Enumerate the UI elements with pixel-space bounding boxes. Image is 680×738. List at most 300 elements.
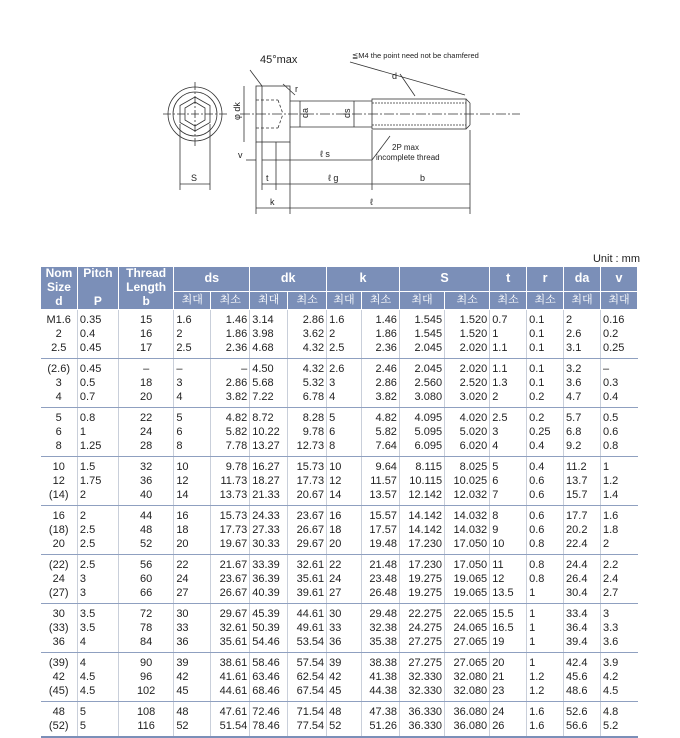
cell-value: 4.5 (602, 685, 619, 697)
cell-r (527, 604, 564, 653)
cell-value: 15.5 (492, 608, 514, 620)
cell-b (118, 604, 173, 653)
cell-value: 24 (492, 706, 505, 718)
cell-value: 5.2 (602, 720, 619, 732)
cell-value: 5.68 (252, 377, 274, 389)
cell-value: 36 (52, 636, 65, 648)
cell-value: 2.6 (329, 363, 345, 375)
cell-value: 2.7 (602, 587, 619, 599)
cell-value: 17.050 (453, 559, 488, 571)
cell-value: 3.5 (79, 608, 96, 620)
cell-dk-min (288, 555, 327, 604)
cell-value: 6.78 (302, 391, 325, 403)
cell-value: 12 (176, 475, 189, 487)
cell-value: 4.5 (79, 671, 96, 683)
cell-dk-max (250, 653, 288, 702)
cell-value: 3 (176, 377, 183, 389)
cell-value: 41.38 (369, 671, 397, 683)
cell-value: 1.6 (176, 314, 192, 326)
cell-da (564, 653, 601, 702)
cell-v (600, 555, 637, 604)
cell-value: 1.46 (225, 314, 248, 326)
cell-d (41, 359, 78, 408)
cell-value: 54.46 (252, 636, 280, 648)
cell-value: (27) (48, 587, 69, 599)
cell-value: 3.62 (302, 328, 325, 340)
cell-s-min (445, 653, 490, 702)
cell-value: 1 (529, 622, 536, 634)
cell-value: 2.520 (459, 377, 488, 389)
cell-t (490, 359, 527, 408)
cell-value: 21.48 (369, 559, 397, 571)
cell-value: 18 (176, 524, 189, 536)
cell-value: 0.6 (602, 426, 619, 438)
header-v-max: 최대 (600, 291, 637, 309)
cell-value: 22 (176, 559, 189, 571)
cell-v (600, 506, 637, 555)
header-ds-min: 최소 (211, 291, 250, 309)
lg-label: ℓ g (328, 173, 339, 183)
cell-value: 22.275 (408, 608, 443, 620)
cell-value: 24.065 (453, 622, 488, 634)
cell-value: 1 (529, 587, 536, 599)
cell-da (564, 310, 601, 359)
cell-value: 27.275 (408, 657, 443, 669)
cell-value: 26.67 (219, 587, 248, 599)
cell-value: 10 (176, 461, 189, 473)
cell-value: 0.45 (79, 363, 102, 375)
cell-value: 2.4 (602, 573, 619, 585)
header-thread-length: Thread Length b (118, 267, 173, 310)
cell-value: 62.54 (296, 671, 325, 683)
cell-value: 1.6 (529, 706, 545, 718)
header-k: k (327, 267, 400, 292)
cell-ds-max (174, 408, 211, 457)
cell-value: 5.82 (225, 426, 248, 438)
cell-value: 9.78 (302, 426, 325, 438)
cell-ds-min (211, 555, 250, 604)
cell-value: 108 (136, 706, 156, 718)
cell-s-max (399, 310, 444, 359)
ds-label: ds (342, 108, 352, 118)
cell-value: 17.230 (408, 538, 443, 550)
header-s: S (399, 267, 489, 292)
cell-t (490, 506, 527, 555)
cell-value: 18.27 (252, 475, 280, 487)
cell-value: 36 (176, 636, 189, 648)
cell-r (527, 555, 564, 604)
cell-value: 1.1 (492, 342, 508, 354)
cell-value: 32.330 (408, 671, 443, 683)
cell-r (527, 408, 564, 457)
cell-value: 23.67 (296, 510, 325, 522)
header-da: da (564, 267, 601, 292)
cell-value: 17.73 (296, 475, 325, 487)
cell-value: 27 (176, 587, 189, 599)
cell-value: 0.35 (79, 314, 102, 326)
cell-value: 22 (140, 412, 153, 424)
cell-t (490, 555, 527, 604)
cell-s-min (445, 359, 490, 408)
cell-dk-max (250, 506, 288, 555)
cell-dk-max (250, 359, 288, 408)
cell-dk-min (288, 310, 327, 359)
cell-k-min (361, 506, 399, 555)
cell-value: 19.275 (408, 573, 443, 585)
cell-b (118, 702, 173, 738)
cell-value: 42.4 (566, 657, 588, 669)
cell-value: 32.080 (453, 671, 488, 683)
cell-value: 3.2 (566, 363, 582, 375)
cell-value: 4.68 (252, 342, 274, 354)
cell-value: 12 (492, 573, 505, 585)
cell-t (490, 702, 527, 738)
cell-value: 24 (329, 573, 342, 585)
cell-value: 17 (140, 342, 153, 354)
cell-value: 12 (329, 475, 342, 487)
cell-value: 32.330 (408, 685, 443, 697)
cell-value: 72 (140, 608, 153, 620)
cell-value: 0.8 (529, 538, 545, 550)
cell-value: 19.67 (219, 538, 248, 550)
cell-value: 33.39 (252, 559, 280, 571)
cell-p (77, 408, 118, 457)
cell-value: (39) (48, 657, 69, 669)
header-t: t (490, 267, 527, 292)
cell-r (527, 506, 564, 555)
cell-value: 26.67 (296, 524, 325, 536)
cell-value: 27.065 (453, 636, 488, 648)
cell-value: 6.020 (459, 440, 488, 452)
cell-value: 26.48 (369, 587, 397, 599)
cell-dk-min (288, 653, 327, 702)
cell-value: 15.7 (566, 489, 588, 501)
cell-value: 44.61 (296, 608, 325, 620)
cell-value: 16 (140, 328, 153, 340)
cell-value: 11.57 (370, 475, 397, 487)
cell-value: 14.032 (453, 510, 488, 522)
cell-value: 2.020 (459, 363, 488, 375)
cell-value: 2.020 (459, 342, 488, 354)
header-t-min: 최소 (490, 291, 527, 309)
cell-value: 2 (176, 328, 183, 340)
cell-value: 5 (176, 412, 183, 424)
cell-value: 6 (176, 426, 183, 438)
cell-value: 0.25 (602, 342, 625, 354)
header-pitch: Pitch P (77, 267, 118, 310)
cell-value: (2.6) (47, 363, 71, 375)
cell-s-max (399, 457, 444, 506)
cell-value: 0.1 (529, 342, 545, 354)
cell-value: 2.045 (414, 342, 443, 354)
cell-value: 16 (52, 510, 65, 522)
cell-value: 52 (140, 538, 153, 550)
cell-value: 27 (329, 587, 342, 599)
cell-value: – (602, 363, 610, 375)
cell-value: 48 (329, 706, 342, 718)
cell-value: 45 (176, 685, 189, 697)
cell-value: 2 (492, 391, 499, 403)
cell-value: 0.4 (602, 391, 619, 403)
cell-value: 7 (492, 489, 499, 501)
cell-s-min (445, 408, 490, 457)
cell-value: 0.3 (602, 377, 619, 389)
cell-value: 30.33 (252, 538, 280, 550)
cell-k-max (327, 359, 362, 408)
cell-value: 4.82 (225, 412, 248, 424)
header-k-min: 최소 (361, 291, 399, 309)
cell-value: 2.36 (225, 342, 248, 354)
cell-s-max (399, 653, 444, 702)
cell-t (490, 310, 527, 359)
cell-value: 2.5 (79, 524, 96, 536)
cell-value: 2.86 (375, 377, 397, 389)
cell-value: 21 (492, 671, 505, 683)
k-label: k (270, 197, 275, 207)
cell-value: 24.275 (408, 622, 443, 634)
cell-value: 51.54 (219, 720, 248, 732)
cell-d (41, 555, 78, 604)
cell-value: 8.115 (415, 461, 443, 473)
table-row-group (41, 359, 638, 408)
cell-value: 30.4 (566, 587, 588, 599)
header-s-min: 최소 (445, 291, 490, 309)
cell-p (77, 506, 118, 555)
cell-value: 36.080 (453, 720, 488, 732)
angle-label: 45°max (260, 54, 298, 66)
cell-p (77, 653, 118, 702)
cell-value: 4 (176, 391, 183, 403)
cell-t (490, 408, 527, 457)
cell-s-min (445, 457, 490, 506)
unit-label: Unit : mm (592, 253, 640, 265)
cell-d (41, 310, 78, 359)
cell-value: 42 (176, 671, 189, 683)
cell-s-min (445, 555, 490, 604)
cell-value: (22) (48, 559, 69, 571)
cell-value: 17.050 (453, 538, 488, 550)
cell-v (600, 310, 637, 359)
cell-value: 48 (140, 524, 153, 536)
cell-value: 3 (602, 608, 610, 620)
cell-value: 0.8 (529, 559, 545, 571)
cell-value: 47.61 (219, 706, 248, 718)
cell-value: 3.98 (252, 328, 274, 340)
bolt-spec-table (40, 266, 638, 738)
header-k-max: 최대 (327, 291, 362, 309)
cell-value: 4.5 (79, 685, 96, 697)
cell-value: 0.1 (529, 363, 545, 375)
header-r: r (527, 267, 564, 292)
cell-value: 16 (176, 510, 189, 522)
cell-da (564, 359, 601, 408)
cell-value: 20.67 (296, 489, 325, 501)
cell-value: 4 (79, 636, 87, 648)
cell-value: 52.6 (566, 706, 588, 718)
cell-value: 24 (52, 573, 65, 585)
cell-value: 19.065 (453, 573, 488, 585)
cell-value: 32 (140, 461, 153, 473)
cell-value: 45 (329, 685, 342, 697)
cell-value: 24.33 (252, 510, 280, 522)
cell-value: 0.45 (79, 342, 102, 354)
cell-value: 3.020 (459, 391, 488, 403)
cell-value: 0.7 (492, 314, 508, 326)
cell-s-max (399, 702, 444, 738)
cell-k-min (361, 555, 399, 604)
t-label: t (266, 173, 269, 183)
cell-value: 14.142 (408, 524, 443, 536)
cell-s-max (399, 408, 444, 457)
cell-value: 36 (329, 636, 342, 648)
cell-value: 44.38 (369, 685, 397, 697)
cell-value: 9 (492, 524, 499, 536)
cell-k-min (361, 408, 399, 457)
cell-value: 39.4 (566, 636, 588, 648)
cell-value: (33) (48, 622, 69, 634)
cell-value: 51.26 (369, 720, 397, 732)
cell-value: 12 (52, 475, 65, 487)
cell-value: 3 (79, 573, 87, 585)
header-da-max: 최대 (564, 291, 601, 309)
cell-value: 0.1 (529, 314, 545, 326)
cell-value: 2.5 (79, 559, 96, 571)
cell-value: 15.57 (369, 510, 397, 522)
cell-value: 36.4 (566, 622, 588, 634)
cell-value: 2.5 (329, 342, 345, 354)
cell-value: 28 (140, 440, 153, 452)
incomplete-thread-label: incomplete thread (376, 153, 440, 162)
cell-value: 3.1 (566, 342, 582, 354)
cell-value: 72.46 (252, 706, 280, 718)
cell-dk-min (288, 702, 327, 738)
cell-t (490, 653, 527, 702)
cell-value: 52 (176, 720, 189, 732)
cell-value: 1.520 (459, 328, 488, 340)
cell-value: (52) (48, 720, 69, 732)
cell-value: 1.545 (414, 328, 443, 340)
cell-value: 27.33 (252, 524, 280, 536)
header-dk-max: 최대 (250, 291, 288, 309)
header-dk-min: 최소 (288, 291, 327, 309)
cell-ds-max (174, 555, 211, 604)
cell-value: 26.4 (566, 573, 588, 585)
cell-value: 52 (329, 720, 342, 732)
cell-p (77, 604, 118, 653)
cell-da (564, 555, 601, 604)
cell-value: 0.7 (79, 391, 96, 403)
header-ds: ds (174, 267, 250, 292)
d-label: d (392, 71, 398, 81)
cell-value: 20 (140, 391, 153, 403)
cell-k-max (327, 457, 362, 506)
cell-value: 4.095 (414, 412, 443, 424)
cell-value: 2 (566, 314, 573, 326)
cell-value: 4.32 (302, 342, 325, 354)
cell-value: 0.1 (529, 328, 545, 340)
cell-ds-max (174, 359, 211, 408)
cell-dk-max (250, 408, 288, 457)
header-ds-max: 최대 (174, 291, 211, 309)
cell-value: 3 (55, 377, 62, 389)
cell-v (600, 702, 637, 738)
cell-value: 33 (176, 622, 189, 634)
cell-value: 2.5 (176, 342, 192, 354)
cell-p (77, 457, 118, 506)
cell-b (118, 653, 173, 702)
cell-value: 5.32 (302, 377, 325, 389)
cell-value: 4.50 (252, 363, 274, 375)
cell-value: 1.6 (602, 510, 619, 522)
cell-value: 2 (602, 538, 610, 550)
cell-value: 27.065 (453, 657, 488, 669)
cell-value: 3.6 (602, 636, 619, 648)
cell-v (600, 359, 637, 408)
cell-value: 27.275 (408, 636, 443, 648)
ls-label: ℓ s (320, 149, 330, 159)
cell-value: 2 (79, 510, 87, 522)
cell-value: 2.5 (79, 538, 96, 550)
cell-value: (14) (48, 489, 69, 501)
cell-value: 45.39 (252, 608, 280, 620)
cell-s-min (445, 604, 490, 653)
cell-p (77, 555, 118, 604)
cell-value: 67.54 (296, 685, 325, 697)
cell-value: 1.6 (329, 314, 345, 326)
cell-value: 39 (176, 657, 189, 669)
cell-value: 4 (492, 440, 499, 452)
cell-value: 10.115 (409, 475, 443, 487)
cell-value: (45) (48, 685, 69, 697)
cell-value: (18) (48, 524, 69, 536)
cell-value: 11.73 (220, 475, 248, 487)
cell-value: 3 (329, 377, 336, 389)
cell-value: 78.46 (252, 720, 280, 732)
cell-value: 20 (492, 657, 505, 669)
cell-k-max (327, 702, 362, 738)
cell-value: 0.2 (529, 391, 545, 403)
cell-r (527, 457, 564, 506)
cell-value: 33.4 (566, 608, 588, 620)
cell-value: 1.4 (602, 489, 619, 501)
cell-value: 9.78 (225, 461, 248, 473)
cell-value: 3.9 (602, 657, 619, 669)
cell-value: 1.545 (414, 314, 443, 326)
cell-value: 2.5 (51, 342, 67, 354)
cell-s-max (399, 359, 444, 408)
cell-value: 2 (55, 328, 62, 340)
cell-value: 1 (602, 461, 610, 473)
cell-value: 1.2 (602, 475, 619, 487)
cell-value: 44 (140, 510, 153, 522)
cell-value: 48 (176, 706, 189, 718)
cell-d (41, 408, 78, 457)
cell-p (77, 702, 118, 738)
cell-value: 36 (140, 475, 153, 487)
cell-value: 0.8 (529, 573, 545, 585)
cell-value: 23.67 (219, 573, 248, 585)
cell-v (600, 604, 637, 653)
cell-value: 36.330 (408, 720, 443, 732)
cell-value: 7.78 (225, 440, 248, 452)
b-label: b (420, 173, 426, 183)
cell-value: 6.095 (414, 440, 443, 452)
cell-value: 42 (329, 671, 342, 683)
header-s-max: 최대 (399, 291, 444, 309)
cell-dk-max (250, 310, 288, 359)
cell-value: 47.38 (369, 706, 397, 718)
cell-ds-min (211, 359, 250, 408)
